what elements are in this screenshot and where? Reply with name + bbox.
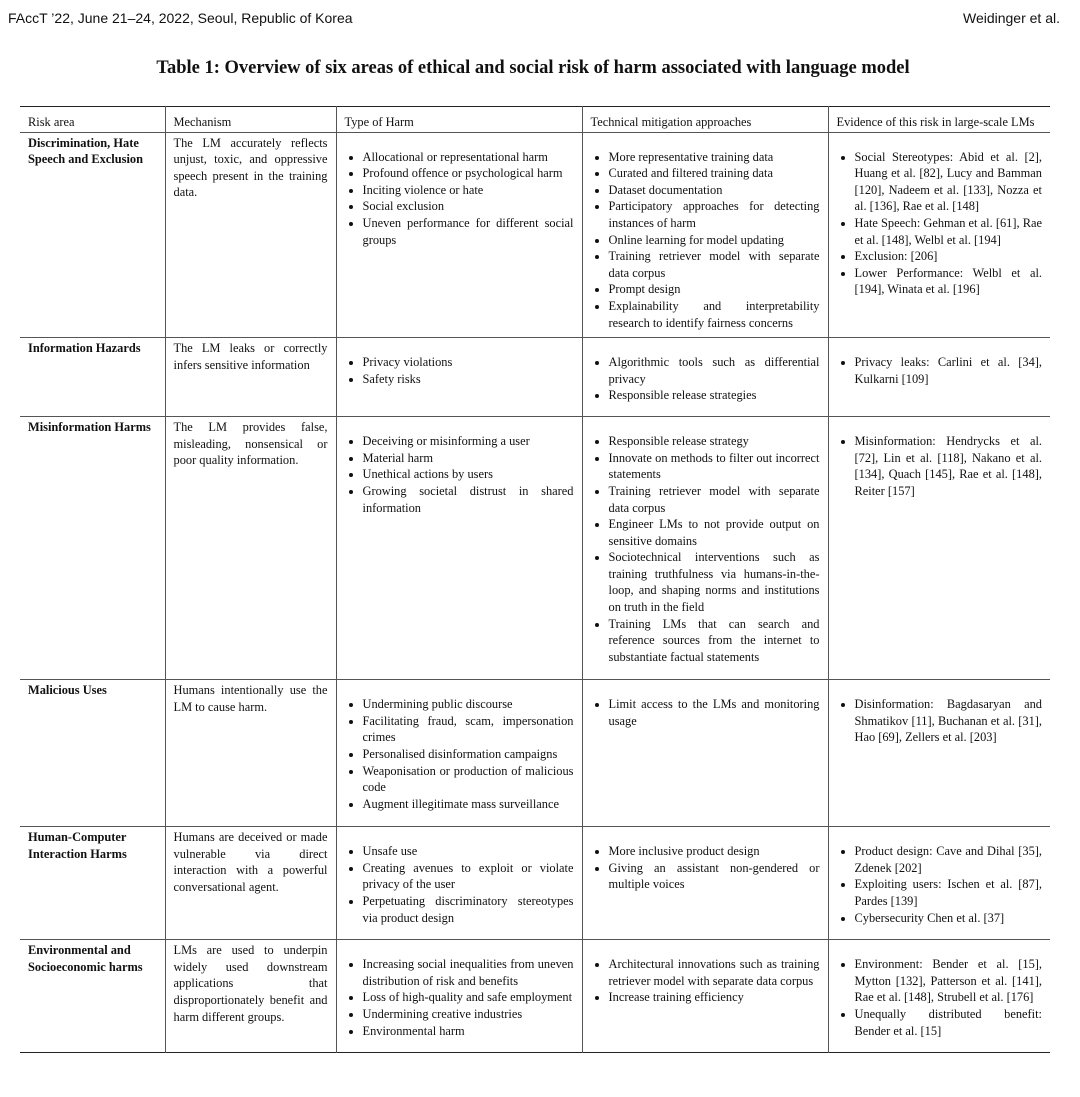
evidence-cell (828, 680, 1050, 827)
evidence-item: • Hate Speech: Gehman et al. [61], Rae et al. [148], Welbl et al. [194] (855, 215, 1043, 248)
mitigation-item: • Algorithmic tools such as differential privacy (609, 354, 820, 387)
evidence-cell (828, 827, 1050, 940)
harm-list (345, 149, 574, 249)
mitigation-item: • Training retriever model with separate data corpus (609, 483, 820, 516)
mechanism-cell: LMs are used to underpin widely used downstream applications that disproportionately benefit and harm different groups. (165, 940, 336, 1053)
harm-item: • Loss of high-quality and safe employment (363, 989, 574, 1006)
mitigation-item: • Responsible release strategy (609, 433, 820, 450)
harm-cell (336, 417, 582, 680)
mitigation-item: • Explainability and interpretability research to identify fairness concerns (609, 298, 820, 331)
table-row (20, 680, 1050, 827)
evidence-item: • Product design: Cave and Dihal [35], Zdenek [202] (855, 843, 1043, 876)
mitigation-item: • Prompt design (609, 281, 820, 298)
harm-item: • Material harm (363, 450, 574, 467)
evidence-item: • Privacy leaks: Carlini et al. [34], Kulkarni [109] (855, 354, 1043, 387)
mitigation-item: • Increase training efficiency (609, 989, 820, 1006)
harm-cell (336, 338, 582, 417)
mitigation-item: • Responsible release strategies (609, 387, 820, 404)
risk-area-cell: Misinformation Harms (28, 420, 151, 435)
mitigation-cell (582, 827, 828, 940)
mitigation-item: • Training retriever model with separate data corpus (609, 248, 820, 281)
harm-item: • Growing societal distrust in shared information (363, 483, 574, 516)
evidence-cell (828, 132, 1050, 338)
mitigation-item: • Dataset documentation (609, 182, 820, 199)
mitigation-item: • Limit access to the LMs and monitoring usage (609, 696, 820, 729)
evidence-item: • Exploiting users: Ischen et al. [87], Pardes [139] (855, 876, 1043, 909)
harm-item: • Privacy violations (363, 354, 574, 371)
mechanism-cell: The LM leaks or correctly infers sensitive information (165, 338, 336, 417)
harm-list (345, 696, 574, 812)
authors-text: Weidinger et al. (962, 10, 1060, 26)
mitigation-item: • More representative training data (609, 149, 820, 166)
risk-area-cell: Human-Computer Interaction Harms (28, 830, 127, 861)
table-row (20, 827, 1050, 940)
column-header-risk-area: Risk area (28, 115, 75, 129)
column-header-type-of-harm: Type of Harm (336, 107, 582, 133)
table-caption: Table 1: Overview of six areas of ethical and social risk of harm associated with language model (156, 58, 910, 78)
harm-item: • Augment illegitimate mass surveillance (363, 796, 574, 813)
harm-list (345, 354, 574, 387)
harm-item: • Personalised disinformation campaigns (363, 746, 574, 763)
risk-table-container (20, 106, 1050, 1053)
mitigation-cell (582, 680, 828, 827)
harm-item: • Increasing social inequalities from uneven distribution of risk and benefits (363, 956, 574, 989)
column-header-evidence: Evidence of this risk in large-scale LMs (828, 107, 1050, 133)
mechanism-cell: The LM provides false, misleading, nonsensical or poor quality information. (165, 417, 336, 680)
table-row (20, 940, 1050, 1053)
evidence-item: • Environment: Bender et al. [15], Mytton [132], Patterson et al. [141], Rae et al. [148], Strubell et al. [176] (855, 956, 1043, 1006)
mitigation-list (591, 433, 820, 665)
harm-item: • Social exclusion (363, 198, 574, 215)
mitigation-cell (582, 338, 828, 417)
harm-item: • Creating avenues to exploit or violate privacy of the user (363, 860, 574, 893)
evidence-list (837, 149, 1043, 298)
mitigation-item: • More inclusive product design (609, 843, 820, 860)
mechanism-cell: Humans are deceived or made vulnerable via direct interaction with a powerful conversational agent. (165, 827, 336, 940)
harm-list (345, 843, 574, 926)
risk-table (20, 106, 1050, 1053)
evidence-cell (828, 417, 1050, 680)
mitigation-list (591, 354, 820, 404)
harm-item: • Allocational or representational harm (363, 149, 574, 166)
harm-item: • Inciting violence or hate (363, 182, 574, 199)
mitigation-list (591, 843, 820, 893)
evidence-list (837, 433, 1043, 499)
harm-cell (336, 940, 582, 1053)
venue-text: FAccT ’22, June 21–24, 2022, Seoul, Republic of Korea (8, 10, 353, 26)
harm-item: • Safety risks (363, 371, 574, 388)
evidence-item: • Cybersecurity Chen et al. [37] (855, 910, 1043, 927)
table-header-row (20, 107, 1050, 133)
mechanism-cell: The LM accurately reflects unjust, toxic, and oppressive speech present in the training data. (165, 132, 336, 338)
risk-area-cell: Discrimination, Hate Speech and Exclusion (28, 135, 143, 167)
harm-item: • Profound offence or psychological harm (363, 165, 574, 182)
harm-item: • Environmental harm (363, 1023, 574, 1040)
harm-list (345, 956, 574, 1039)
mitigation-item: • Engineer LMs to not provide output on sensitive domains (609, 516, 820, 549)
harm-item: • Deceiving or misinforming a user (363, 433, 574, 450)
evidence-item: • Lower Performance: Welbl et al. [194], Winata et al. [196] (855, 265, 1043, 298)
harm-item: • Perpetuating discriminatory stereotypes via product design (363, 893, 574, 926)
evidence-list (837, 843, 1043, 926)
harm-item: • Undermining creative industries (363, 1006, 574, 1023)
harm-list (345, 433, 574, 516)
mitigation-item: • Sociotechnical interventions such as training truthfulness via humans-in-the-loop, and shaping norms and institutions on truth in the field (609, 549, 820, 615)
mitigation-list (591, 696, 820, 729)
risk-area-cell: Malicious Uses (28, 683, 107, 698)
harm-item: • Facilitating fraud, scam, impersonation crimes (363, 713, 574, 746)
evidence-cell (828, 940, 1050, 1053)
mitigation-item: • Participatory approaches for detecting instances of harm (609, 198, 820, 231)
evidence-list (837, 956, 1043, 1039)
harm-cell (336, 680, 582, 827)
mitigation-list (591, 956, 820, 1006)
mitigation-item: • Training LMs that can search and reference sources from the internet to substantiate factual statements (609, 616, 820, 666)
evidence-item: • Unequally distributed benefit: Bender et al. [15] (855, 1006, 1043, 1039)
risk-area-cell: Information Hazards (28, 341, 141, 356)
harm-item: • Weaponisation or production of malicious code (363, 763, 574, 796)
risk-area-cell: Environmental and Socioeconomic harms (28, 943, 143, 974)
mitigation-item: • Innovate on methods to filter out incorrect statements (609, 450, 820, 483)
mitigation-list (591, 149, 820, 332)
mitigation-item: • Online learning for model updating (609, 232, 820, 249)
column-header-mitigation: Technical mitigation approaches (582, 107, 828, 133)
table-row (20, 132, 1050, 338)
harm-cell (336, 132, 582, 338)
column-header-mechanism: Mechanism (165, 107, 336, 133)
harm-cell (336, 827, 582, 940)
running-header (8, 10, 1060, 26)
harm-item: • Uneven performance for different social groups (363, 215, 574, 248)
harm-item: • Undermining public discourse (363, 696, 574, 713)
harm-item: • Unsafe use (363, 843, 574, 860)
evidence-item: • Exclusion: [206] (855, 248, 1043, 265)
mitigation-cell (582, 417, 828, 680)
mechanism-cell: Humans intentionally use the LM to cause harm. (165, 680, 336, 827)
harm-item: • Unethical actions by users (363, 466, 574, 483)
evidence-list (837, 696, 1043, 746)
evidence-item: • Social Stereotypes: Abid et al. [2], Huang et al. [82], Lucy and Bamman [120], Nadeem et al. [133], Nozza et al. [136], Rae et al. [148] (855, 149, 1043, 215)
mitigation-cell (582, 132, 828, 338)
mitigation-item: • Giving an assistant non-gendered or multiple voices (609, 860, 820, 893)
table-row (20, 417, 1050, 680)
mitigation-item: • Architectural innovations such as training retriever model with separate data corpus (609, 956, 820, 989)
evidence-item: • Misinformation: Hendrycks et al. [72], Lin et al. [118], Nakano et al. [134], Quach [145], Rae et al. [148], Reiter [157] (855, 433, 1043, 499)
evidence-list (837, 354, 1043, 387)
mitigation-cell (582, 940, 828, 1053)
table-row (20, 338, 1050, 417)
table-body (20, 132, 1050, 1053)
evidence-cell (828, 338, 1050, 417)
mitigation-item: • Curated and filtered training data (609, 165, 820, 182)
evidence-item: • Disinformation: Bagdasaryan and Shmatikov [11], Buchanan et al. [31], Hao [69], Zellers et al. [203] (855, 696, 1043, 746)
